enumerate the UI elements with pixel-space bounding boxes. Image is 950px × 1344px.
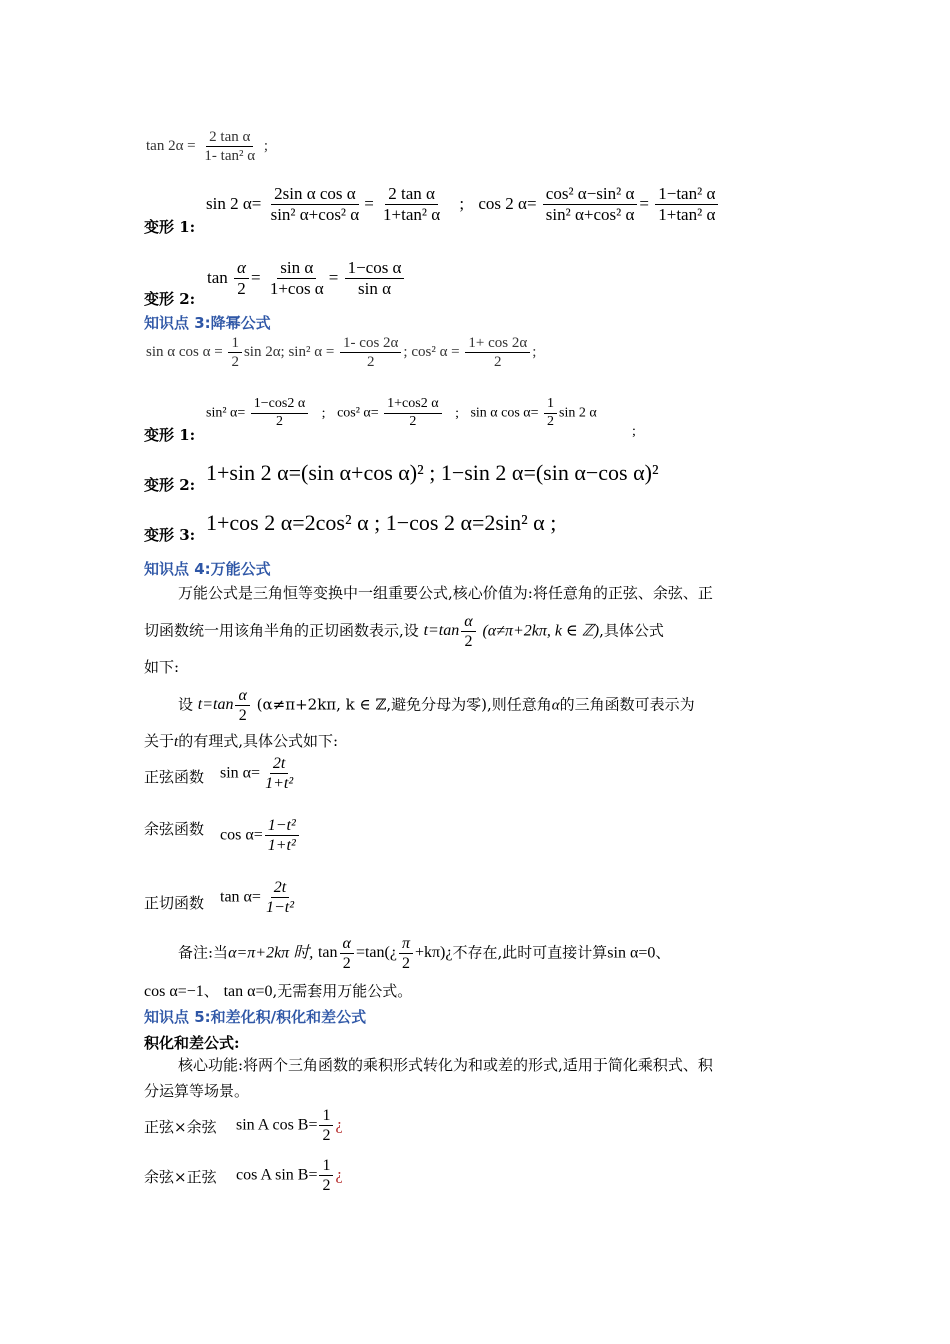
variant-2b-label: 变形 2: xyxy=(144,476,196,494)
paragraph-line-2: 切函数统一用该角半角的正切函数表示,设 t=tan $\frac{\alpha}{2}$ (α≠π+2kπ, k ∈ ℤ),具体公式 xyxy=(144,613,664,651)
section-heading-4: 知识点 4:万能公式 xyxy=(144,560,271,578)
section-heading-3: 知识点 3:降幂公式 xyxy=(144,314,271,332)
power-reduction-formula: sin α cos α = $\frac{1}{2}$ sin 2α; sin² α = $\frac{1- \cos 2\alpha}{2}$ ; cos² α = $\frac{1+ \cos 2\alpha}{2}$ ; xyxy=(146,335,537,370)
variant-3b-label: 变形 3: xyxy=(144,526,196,544)
cos-double-identity: 1+cos 2 α=2cos² α ; 1−cos 2 α=2sin² α ; xyxy=(206,510,557,535)
tan2a-formula: tan 2α = $\frac{\text{2 tan α}}{\text{1- tan² α}}$ ; xyxy=(146,129,269,164)
tangent-function-label: 正切函数 xyxy=(144,894,205,912)
tangent-universal-formula: tan α= $\frac{2t}{\text{1−t²}}$ xyxy=(220,879,294,917)
note-line-1: 备注:当α=π+2kπ 时, tan $\frac{\alpha}{2}$ =tan(¿ $\frac{\pi}{2}$ +kπ)¿不存在,此时可直接计算sin α=0、 xyxy=(178,935,671,973)
paragraph-5-line-2: 关于t的有理式,具体公式如下: xyxy=(144,732,339,750)
sin-cos-label: 正弦×余弦 xyxy=(144,1118,217,1136)
paragraph-line-1: 万能公式是三角恒等变换中一组重要公式,核心价值为:将任意角的正弦、余弦、正 xyxy=(178,584,713,602)
power-reduction-variant-1: sin² α= $\frac{1-\cos 2 \alpha}{2}$ ; cos² α= $\frac{1+\cos 2 \alpha}{2}$ ; sin α cos α= $\frac{1}{2}$ sin 2 α xyxy=(206,396,597,429)
variant-2-label: 变形 2: xyxy=(144,290,196,308)
subheading-product-to-sum: 积化和差公式: xyxy=(144,1034,240,1052)
variant-1-label: 变形 1: xyxy=(144,218,196,236)
paragraph-line-3: 如下: xyxy=(144,658,180,676)
cosine-universal-formula: cos α= $\frac{\text{1−t²}}{\text{1+t²}}$ xyxy=(220,816,301,855)
paragraph-6-line-2: 分运算等场景。 xyxy=(144,1082,250,1100)
semicolon: ; xyxy=(632,424,636,439)
paragraph-5-line-1: 设 t=tan $\frac{\alpha}{2}$ (α≠π+2kπ, k ∈ ℤ,避免分母为零),则任意角α的三角函数可表示为 xyxy=(178,687,695,725)
tan-half-angle-formula: tan $\frac{\alpha}{2}$ = $\frac{\text{sin α}}{\text{1+cos α}}$ = $\frac{\text{1−cos α}}{\text{sin α}}$ xyxy=(207,258,406,300)
sin-square-identity: 1+sin 2 α=(sin α+cos α)² ; 1−sin 2 α=(sin α−cos α)² xyxy=(206,460,659,485)
variant-1b-label: 变形 1: xyxy=(144,426,196,444)
cos-sin-label: 余弦×正弦 xyxy=(144,1168,217,1186)
paragraph-6-line-1: 核心功能:将两个三角函数的乘积形式转化为和或差的形式,适用于简化乘积式、积 xyxy=(178,1056,713,1074)
sin2a-tan-formula: sin 2 α= $\frac{\text{2sin α cos α}}{\text{sin² α+cos² α}}$ = $\frac{\text{2 tan α}}{\text{1+tan² α}}$ ; cos 2 α= $\frac{\text{cos² α−sin² α}}{\text{sin² α+cos² α}}$ = $\frac{\text{1−tan² α}}{\text{1+tan² α}}$ xyxy=(206,184,720,226)
note-line-2: cos α=−1、 tan α=0,无需套用万能公式。 xyxy=(144,982,413,1000)
sine-function-label: 正弦函数 xyxy=(144,768,205,786)
cos-sin-product-formula: cos A sin B= $\frac{1}{2}$ ¿ xyxy=(236,1157,343,1195)
section-heading-5: 知识点 5:和差化积/积化和差公式 xyxy=(144,1008,367,1026)
cosine-function-label: 余弦函数 xyxy=(144,820,205,838)
sin-cos-product-formula: sin A cos B= $\frac{1}{2}$ ¿ xyxy=(236,1107,343,1145)
sine-universal-formula: sin α= $\frac{2t}{\text{1+t²}}$ xyxy=(220,755,294,793)
